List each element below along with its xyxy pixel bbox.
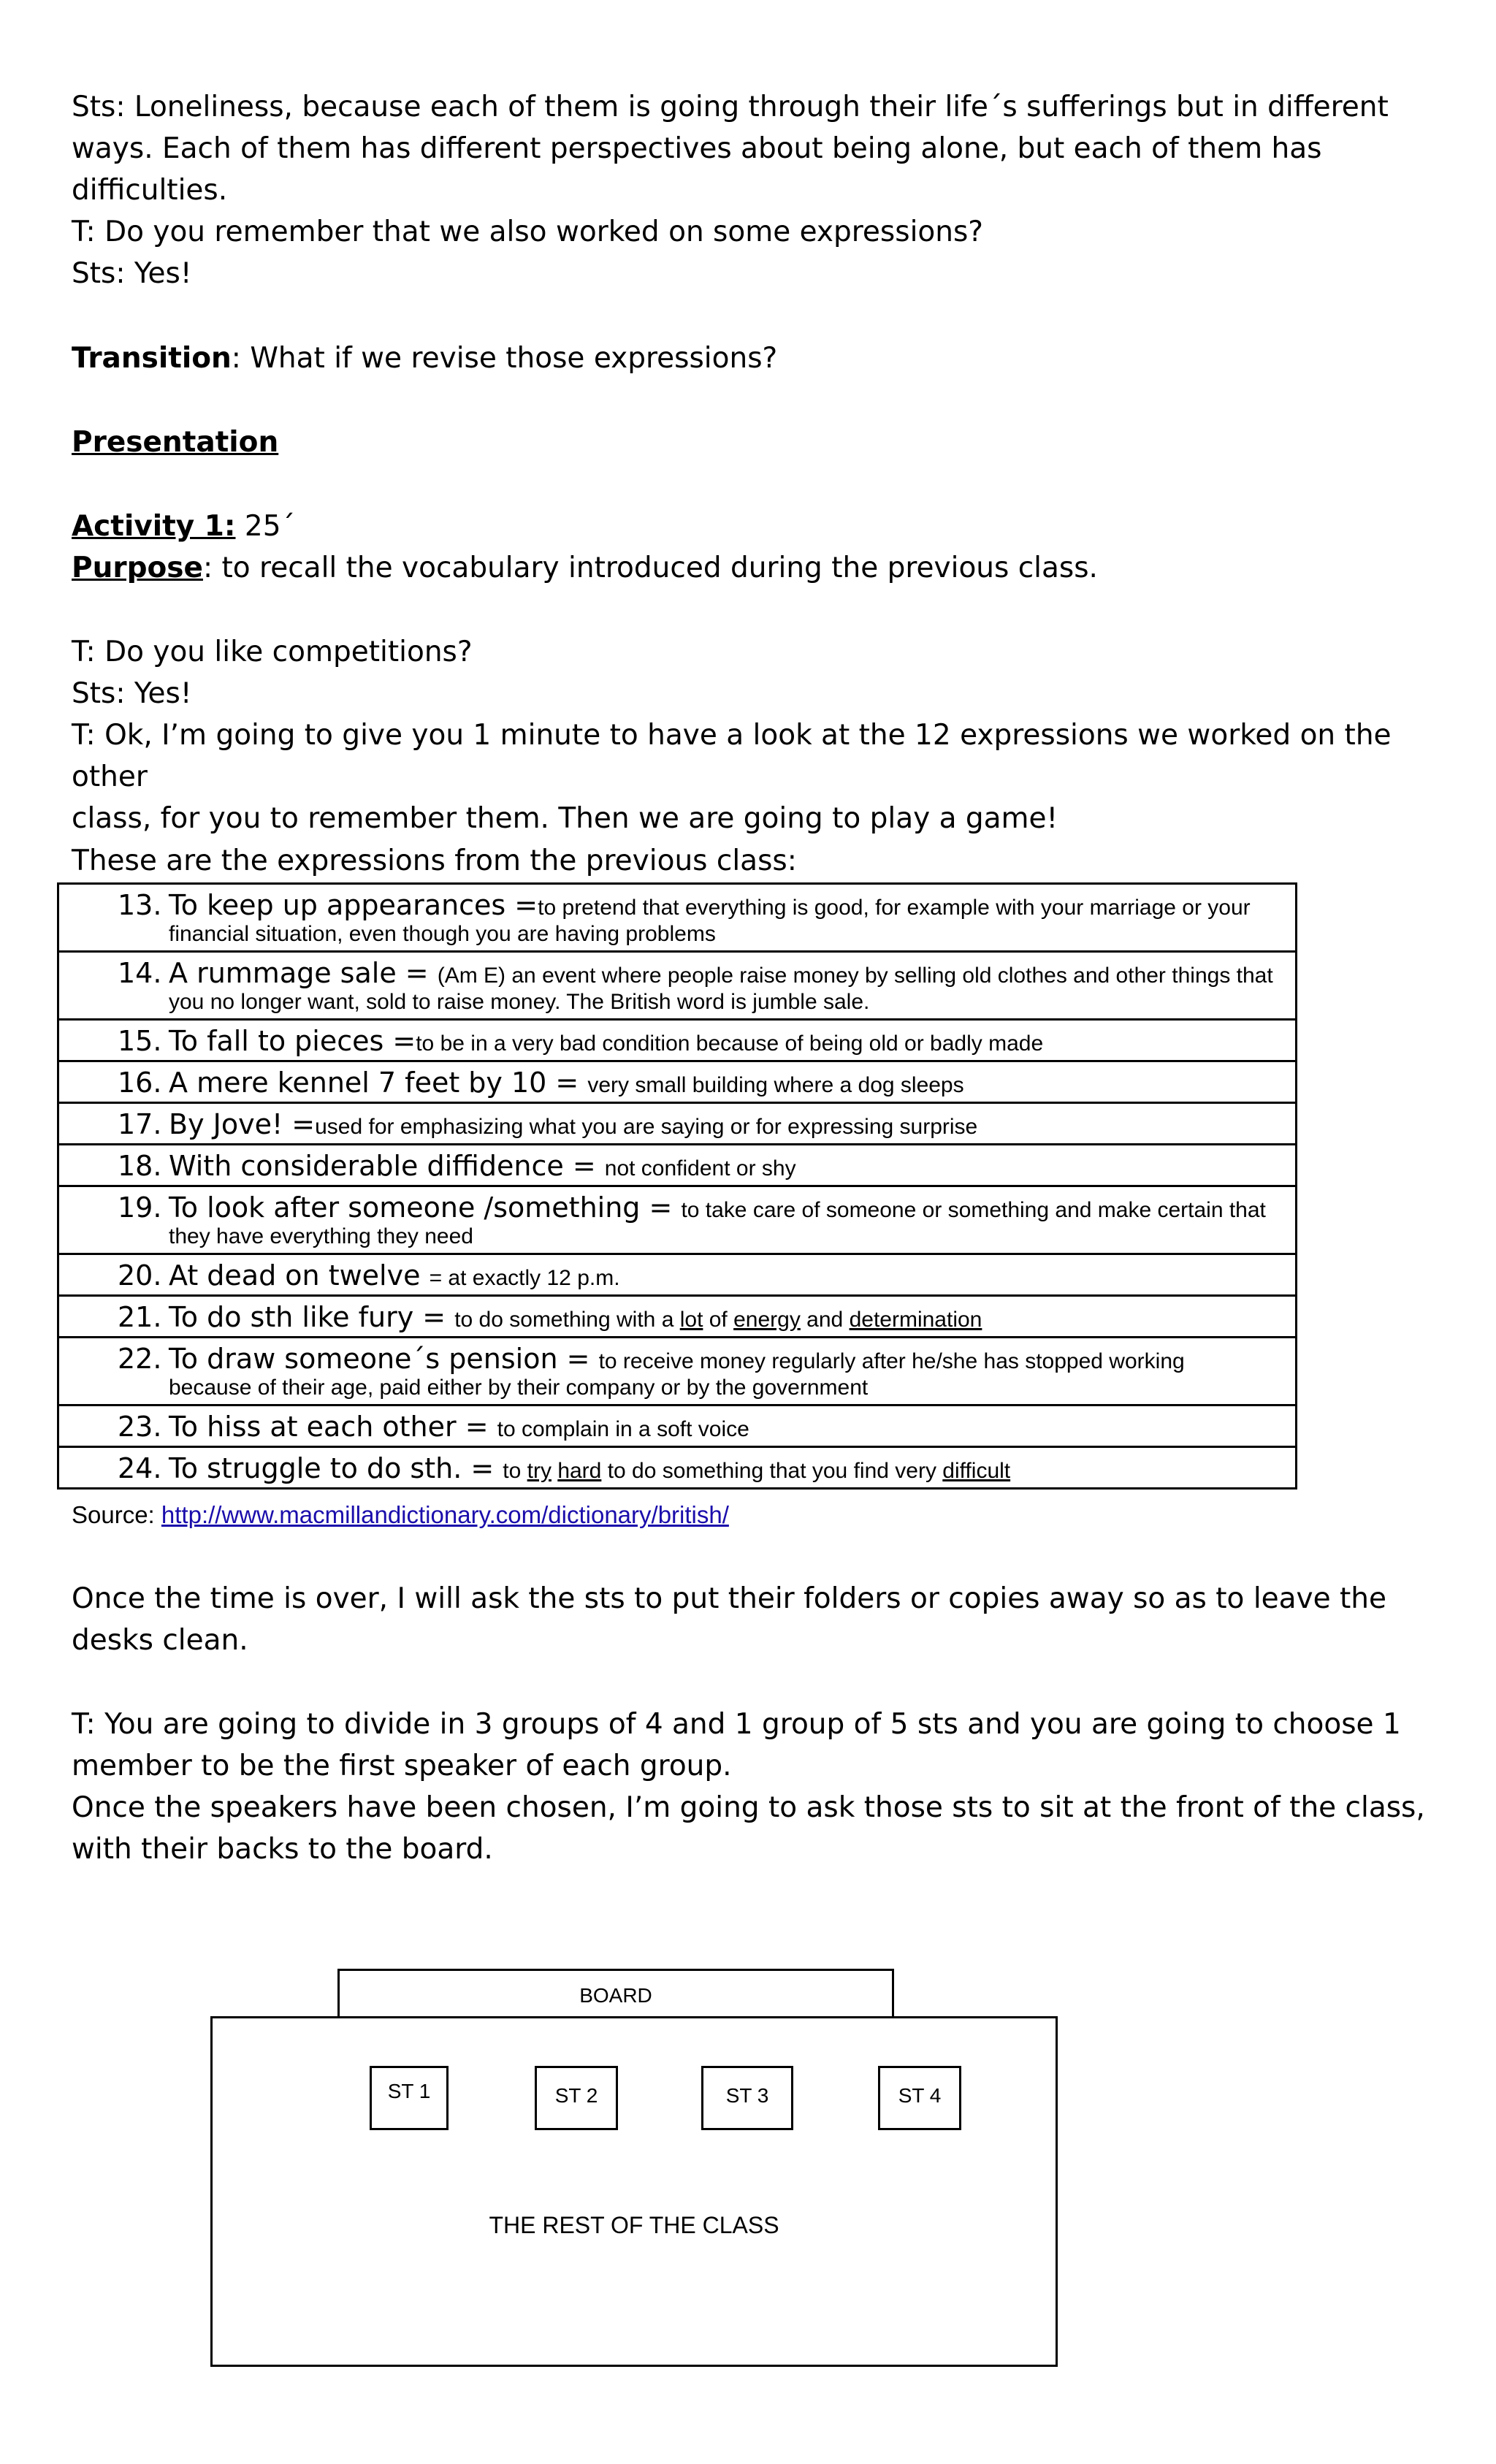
intro-line-3: difficulties. [72, 174, 228, 207]
expression-text [169, 1025, 1043, 1057]
expression-number: 23. [118, 1411, 162, 1443]
expression-row [58, 1061, 1297, 1103]
expression-definition-link[interactable]: energy [733, 1308, 801, 1332]
expression-row [58, 1296, 1297, 1338]
student-2-label: ST 2 [554, 2084, 598, 2107]
expression-definition-continued: you no longer want, sold to raise money. The British word is jumble sale. [169, 990, 870, 1014]
expression-number: 22. [118, 1343, 162, 1375]
dialogue-line-1: T: Do you like competitions? [72, 636, 473, 668]
expression-term: To hiss at each other = [169, 1411, 497, 1443]
expression-number: 21. [118, 1301, 162, 1333]
activity-time: 25´ [235, 510, 296, 543]
expression-cell [58, 1186, 1297, 1254]
expression-term: To fall to pieces = [169, 1025, 416, 1057]
expression-text [169, 1191, 1266, 1224]
expression-text [169, 1067, 964, 1099]
expression-cell [58, 1296, 1297, 1338]
expression-definition: not confident or shy [604, 1156, 796, 1180]
intro-line-4: T: Do you remember that we also worked on some expressions? [72, 215, 983, 248]
board-label: BOARD [579, 1984, 652, 2007]
activity-label: Activity 1: [72, 510, 236, 543]
expression-text [169, 889, 1251, 921]
expression-row [58, 1103, 1297, 1145]
expression-row [58, 884, 1297, 952]
dialogue-line-3: T: Ok, I’m going to give you 1 minute to have a look at the 12 expressions we worked on the other [72, 719, 1392, 793]
after-line-6: with their backs to the board. [72, 1833, 493, 1866]
expression-cell [58, 1020, 1297, 1061]
expression-number: 17. [118, 1108, 162, 1140]
expression-definition-link[interactable]: lot [679, 1308, 703, 1332]
expression-main-line [118, 1411, 1283, 1443]
expression-number: 16. [118, 1067, 162, 1099]
source-link[interactable]: http://www.macmillandictionary.com/dictionary/british/ [161, 1501, 729, 1528]
expression-definition: very small building where a dog sleeps [587, 1073, 964, 1097]
expression-definition: and [800, 1308, 850, 1332]
expression-term: At dead on twelve [169, 1259, 430, 1292]
expression-text [169, 1150, 796, 1182]
expression-definition-continued: because of their age, paid either by their company or by the government [169, 1376, 869, 1400]
expression-definition: to [503, 1459, 527, 1483]
transition-line [72, 337, 1445, 379]
after-line-4: member to be the first speaker of each group. [72, 1750, 732, 1782]
dialogue-block [72, 631, 1445, 839]
after-line-1: Once the time is over, I will ask the sts to put their folders or copies away so as to leave the [72, 1582, 1387, 1615]
expression-term: A mere kennel 7 feet by 10 = [169, 1067, 588, 1099]
expression-row [58, 1447, 1297, 1489]
expression-definition: (Am E) an event where people raise money by selling old clothes and other things that [437, 964, 1273, 988]
expression-main-line [118, 1150, 1283, 1182]
expression-cell [58, 1405, 1297, 1447]
transition-text: : What if we revise those expressions? [231, 342, 778, 375]
expression-definition: to pretend that everything is good, for example with your marriage or your [538, 896, 1251, 920]
expression-term: By Jove! = [169, 1108, 316, 1140]
expression-definition-link[interactable]: determination [849, 1308, 982, 1332]
expression-definition: to take care of someone or something and make certain that [681, 1198, 1266, 1222]
expression-definition-link[interactable]: difficult [942, 1459, 1011, 1483]
expression-cell [58, 1254, 1297, 1296]
expression-definition: to do something with a [454, 1308, 680, 1332]
expression-definition: to do something that you find very [601, 1459, 943, 1483]
expression-text [169, 1259, 620, 1292]
expression-term: To do sth like fury = [169, 1301, 455, 1333]
expression-cell [58, 884, 1297, 952]
expression-main-line [118, 1452, 1283, 1484]
expression-number: 19. [118, 1191, 162, 1224]
expression-definition-link[interactable]: try [527, 1459, 552, 1483]
student-3-box [701, 2066, 793, 2130]
expression-definition: to be in a very bad condition because of being old or badly made [416, 1031, 1044, 1056]
expression-number: 20. [118, 1259, 162, 1292]
expression-number: 15. [118, 1025, 162, 1057]
expression-number: 18. [118, 1150, 162, 1182]
student-3-label: ST 3 [725, 2084, 769, 2107]
after-line-3: T: You are going to divide in 3 groups of 4 and 1 group of 5 sts and you are going to choose 1 [72, 1708, 1401, 1741]
expression-main-line [118, 889, 1283, 921]
expression-definition-link[interactable]: hard [557, 1459, 602, 1483]
board-box [337, 1969, 894, 2018]
expression-main-line [118, 1301, 1283, 1333]
expression-row [58, 952, 1297, 1020]
expression-definition-continued: they have everything they need [169, 1224, 473, 1248]
expression-definition: used for emphasizing what you are saying or for expressing surprise [315, 1115, 978, 1139]
expression-definition: of [703, 1308, 734, 1332]
expression-cell [58, 1447, 1297, 1489]
after-line-5: Once the speakers have been chosen, I’m going to ask those sts to sit at the front of the class, [72, 1791, 1425, 1824]
student-4-box [878, 2066, 961, 2130]
expression-definition: to receive money regularly after he/she has stopped working [598, 1349, 1185, 1373]
expression-cell [58, 952, 1297, 1020]
presentation-heading: Presentation [72, 426, 279, 459]
source-label: Source: [72, 1501, 161, 1528]
expression-definition: = at exactly 12 p.m. [429, 1266, 620, 1290]
intro-line-5: Sts: Yes! [72, 257, 192, 290]
after-paragraph-1 [72, 1578, 1445, 1661]
expression-text [169, 1301, 982, 1333]
intro-paragraph [72, 86, 1445, 294]
expression-row [58, 1186, 1297, 1254]
expression-text [169, 957, 1273, 989]
expression-main-line [118, 1108, 1283, 1140]
expression-main-line [118, 1067, 1283, 1099]
purpose-text: : to recall the vocabulary introduced during the previous class. [202, 552, 1098, 584]
expression-number: 24. [118, 1452, 162, 1484]
dialogue-line-2: Sts: Yes! [72, 677, 192, 710]
after-line-2: desks clean. [72, 1624, 248, 1657]
expression-main-line [118, 1025, 1283, 1057]
student-2-box [535, 2066, 618, 2130]
expression-text [169, 1411, 749, 1443]
expression-main-line [118, 1191, 1283, 1224]
intro-line-2: ways. Each of them has different perspectives about being alone, but each of them has [72, 132, 1322, 165]
source-line [72, 1501, 729, 1529]
expression-text [169, 1452, 1010, 1484]
expression-text [169, 1108, 977, 1140]
purpose-line [72, 547, 1445, 589]
expression-text [169, 1343, 1185, 1375]
expression-term: To keep up appearances = [169, 889, 538, 921]
expression-main-line [118, 1343, 1283, 1375]
expression-row [58, 1020, 1297, 1061]
expression-row [58, 1338, 1297, 1405]
expression-row [58, 1145, 1297, 1186]
expression-term: To struggle to do sth. = [169, 1452, 503, 1484]
activity-line [72, 506, 1445, 547]
expressions-table [57, 882, 1297, 1490]
purpose-label: Purpose [72, 552, 203, 584]
activity-block [72, 506, 1445, 589]
table-intro: These are the expressions from the previous class: [72, 844, 797, 877]
student-1-label: ST 1 [387, 2080, 431, 2102]
expression-cell [58, 1145, 1297, 1186]
expression-cell [58, 1061, 1297, 1103]
expression-term: To look after someone /something = [169, 1191, 682, 1224]
rest-of-class-label: THE REST OF THE CLASS [489, 2212, 779, 2238]
expression-main-line [118, 1259, 1283, 1292]
expression-term: To draw someone´s pension = [169, 1343, 599, 1375]
expression-definition: to complain in a soft voice [497, 1417, 749, 1441]
transition-label: Transition [72, 342, 232, 375]
expression-row [58, 1254, 1297, 1296]
expression-cell [58, 1103, 1297, 1145]
dialogue-line-4: class, for you to remember them. Then we are going to play a game! [72, 802, 1058, 835]
expression-number: 14. [118, 957, 162, 989]
expression-main-line [118, 957, 1283, 989]
expression-number: 13. [118, 889, 162, 921]
expression-definition-continued: financial situation, even though you are having problems [169, 922, 716, 946]
expression-term: A rummage sale = [169, 957, 438, 989]
student-4-label: ST 4 [898, 2084, 942, 2107]
expression-cell [58, 1338, 1297, 1405]
intro-line-1: Sts: Loneliness, because each of them is going through their life´s sufferings but in different [72, 91, 1389, 123]
expression-term: With considerable diffidence = [169, 1150, 605, 1182]
after-paragraph-2 [72, 1704, 1445, 1870]
student-1-box [370, 2066, 449, 2130]
expression-row [58, 1405, 1297, 1447]
